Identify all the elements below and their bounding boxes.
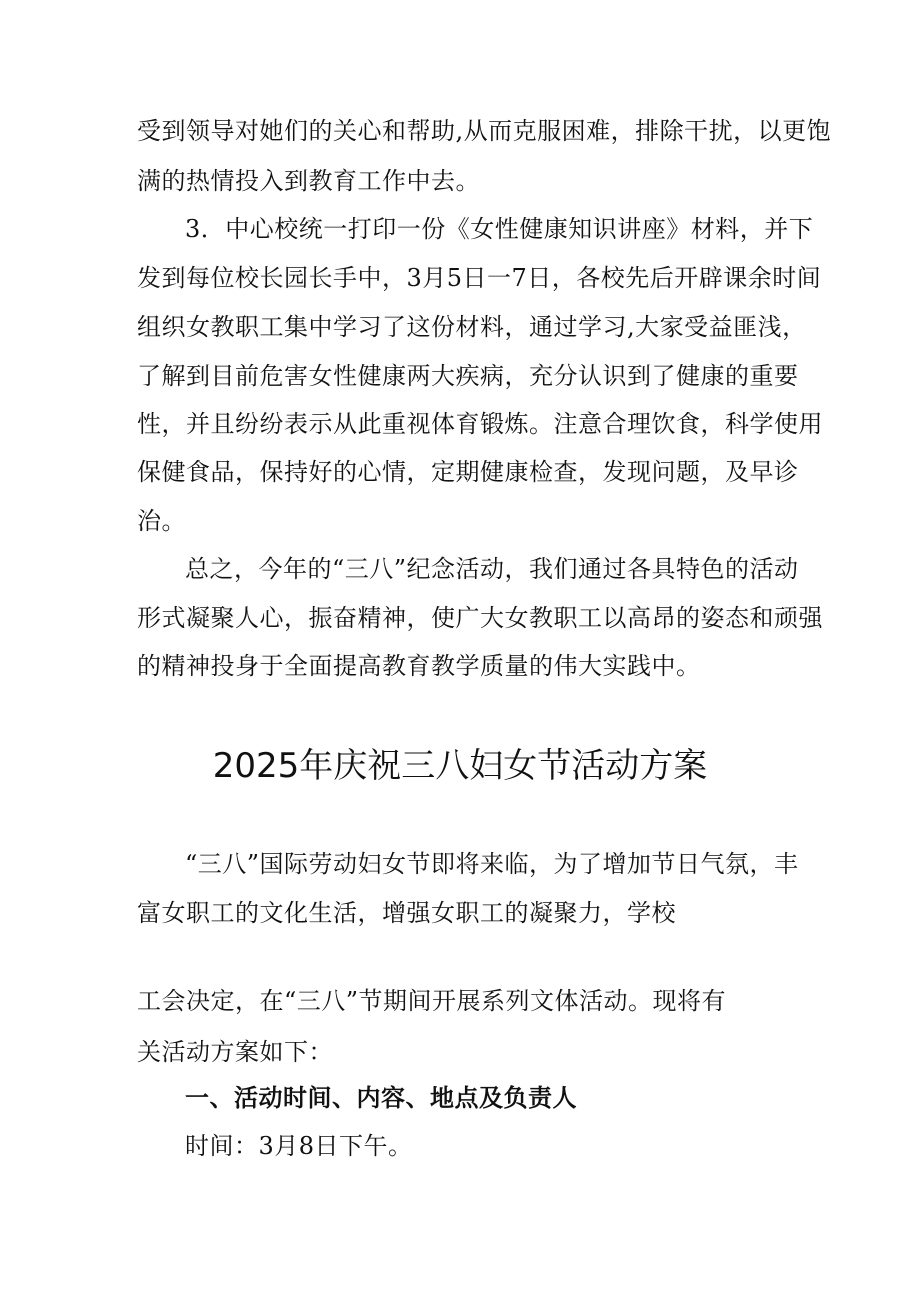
- summary-line: 的精神投身于全面提高教育教学质量的伟大实践中。: [137, 652, 701, 680]
- document-title: 2025年庆祝三八妇女节活动方案: [212, 746, 708, 786]
- summary-line: 总之，今年的“三八”纪念活动，我们通过各具特色的活动: [185, 555, 799, 583]
- intro-line: 工会决定，在“三八”节期间开展系列文体活动。现将有: [137, 987, 727, 1015]
- paragraph-line: 满的热情投入到教育工作中去。: [137, 167, 480, 195]
- intro-line: 关活动方案如下：: [137, 1038, 333, 1066]
- intro-line: 富女职工的文化生活，增强女职工的凝聚力，学校: [137, 899, 676, 927]
- time-line: 时间：3月8日下午。: [185, 1132, 413, 1160]
- section-heading: 一、活动时间、内容、地点及负责人: [185, 1084, 577, 1112]
- intro-line: “三八”国际劳动妇女节即将来临，为了增加节日气氛，丰: [185, 850, 799, 878]
- item-3-line: 3．中心校统一打印一份《女性健康知识讲座》材料，并下: [185, 215, 814, 243]
- item-3-line: 了解到目前危害女性健康两大疾病，充分认识到了健康的重要: [137, 362, 799, 390]
- item-3-line: 治。: [137, 507, 186, 535]
- item-3-line: 保健食品，保持好的心情，定期健康检查，发现问题，及早诊: [137, 458, 799, 486]
- paragraph-line: 受到领导对她们的关心和帮助,从而克服困难，排除干扰，以更饱: [137, 117, 832, 145]
- item-3-line: 发到每位校长园长手中，3月5日一7日，各校先后开辟课余时间: [137, 264, 822, 292]
- item-3-line: 性，并且纷纷表示从此重视体育锻炼。注意合理饮食，科学使用: [137, 410, 823, 438]
- item-3-line: 组织女教职工集中学习了这份材料，通过学习,大家受益匪浅，: [137, 313, 807, 341]
- summary-line: 形式凝聚人心，振奋精神，使广大女教职工以高昂的姿态和顽强: [137, 604, 823, 632]
